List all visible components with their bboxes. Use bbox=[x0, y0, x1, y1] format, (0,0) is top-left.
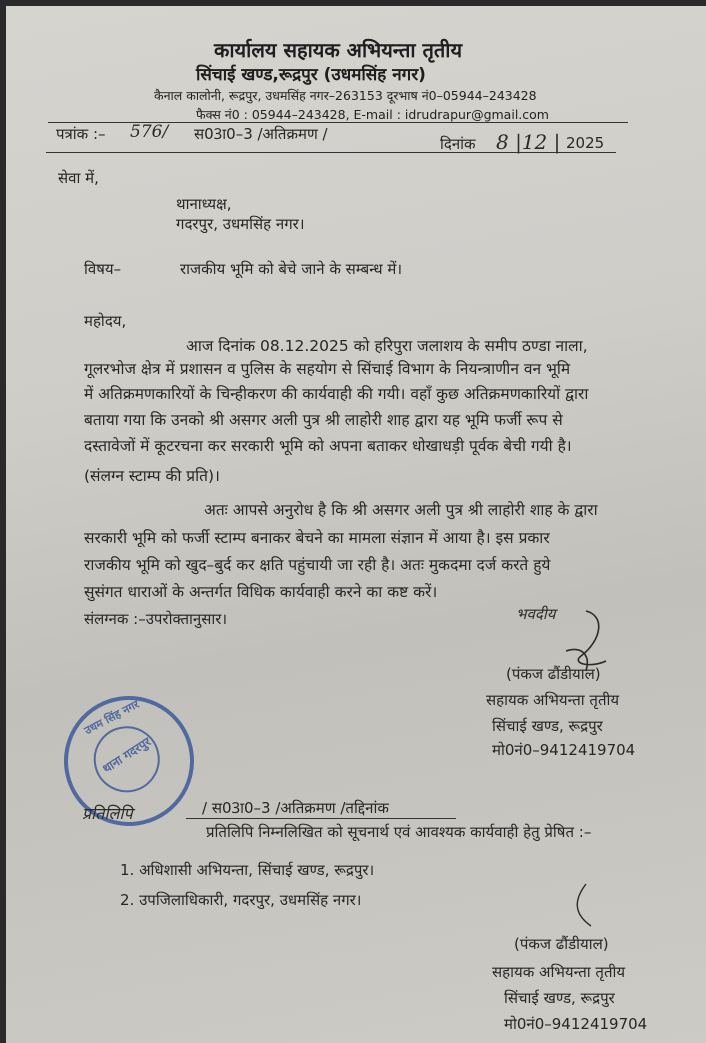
para1-line: गूलरभोज क्षेत्र में प्रशासन व पुलिस के सहयोग से सिंचाई विभाग के नियन्त्राणीन वन भूमि bbox=[84, 360, 571, 378]
division-title: सिंचाई खण्ड,रूद्रपुर (उधमसिंह नगर) bbox=[196, 65, 426, 85]
para2-line: राजकीय भूमि को खुद–बुर्द कर क्षति पहुंचायी जा रही है। अतः मुकदमा दर्ज करते हुये bbox=[84, 556, 551, 574]
letter-page bbox=[6, 6, 706, 1043]
signer2-mobile: मो0नं0–9412419704 bbox=[504, 1015, 648, 1033]
ref-number: 576/ bbox=[130, 122, 169, 142]
recipient: थानाध्यक्ष, bbox=[176, 195, 232, 213]
ref-label: पत्रांक :– bbox=[56, 125, 106, 143]
signer-mobile: मो0नं0–9412419704 bbox=[492, 741, 636, 759]
copy-underline bbox=[186, 818, 456, 819]
copy-item: 1. अधिशासी अभियन्ता, सिंचाई खण्ड, रूद्रपुर। bbox=[120, 861, 375, 879]
address-line: कैनाल कालोनी, रूद्रपुर, उधमसिंह नगर–263153 दूरभाष नं0–05944–243428 bbox=[154, 88, 537, 103]
signature-scribble-2 bbox=[566, 882, 606, 936]
signature-mark bbox=[566, 882, 606, 932]
signer-office: सिंचाई खण्ड, रूद्रपुर bbox=[492, 717, 603, 735]
para1-line: आज दिनांक 08.12.2025 को हरिपुरा जलाशय के समीप ठण्डा नाला, bbox=[186, 337, 588, 355]
date-label: दिनांक bbox=[440, 135, 476, 153]
signer-name: (पंकज ढौंडीयाल) bbox=[506, 665, 601, 683]
para2-line: सरकारी भूमि को फर्जी स्टाम्प बनाकर बेचने का मामला संज्ञान में आया है। इस प्रकार bbox=[84, 529, 550, 547]
signer-designation: सहायक अभियन्ता तृतीय bbox=[486, 691, 620, 709]
stamp-center-text: थाना गदरपुर bbox=[99, 734, 154, 776]
para1-line: में अतिक्रमणकारियों के चिन्हीकरण की कार्यवाही की गयी। वहाँ कुछ अतिक्रमणकारियों द्वारा bbox=[84, 385, 589, 403]
ref-divider bbox=[46, 152, 616, 153]
para1-line: बताया गया कि उनको श्री असगर अली पुत्र श्री लाहोरी शाह द्वारा यह भूमि फर्जी रूप से bbox=[84, 411, 563, 429]
signer2-designation: सहायक अभियन्ता तृतीय bbox=[492, 963, 626, 981]
fax-email-line: फैक्स नं0 : 05944–243428, E-mail : idrudrapur@gmail.com bbox=[196, 107, 549, 122]
copy-prefix: प्रतिलिपि bbox=[82, 804, 133, 823]
seva-me: सेवा में, bbox=[58, 169, 99, 187]
para1-line: (संलग्न स्टाम्प की प्रति)। bbox=[84, 467, 220, 485]
stamp-ring-text: उधम सिंह नगर bbox=[82, 697, 142, 738]
copy-file: / स03ा0–3 /अतिक्रमण /तद्दिनांक bbox=[202, 799, 389, 817]
signer2-office: सिंचाई खण्ड, रूद्रपुर bbox=[504, 989, 615, 1007]
subject-text: राजकीय भूमि को बेचे जाने के सम्बन्ध में। bbox=[180, 260, 403, 278]
date-handwritten: 8 |12 | bbox=[496, 130, 561, 154]
salutation: महोदय, bbox=[84, 312, 127, 330]
para2-line: अतः आपसे अनुरोध है कि श्री असगर अली पुत्र श्री लाहोरी शाह के द्वारा bbox=[204, 501, 598, 519]
enclosure: संलग्नक :–उपरोक्तानुसार। bbox=[84, 610, 228, 628]
para2-line: सुसंगत धाराओं के अन्तर्गत विधिक कार्यवाही करने का कष्ट करें। bbox=[84, 583, 438, 601]
date-year: 2025 bbox=[566, 134, 605, 152]
copy-item: 2. उपजिलाधिकारी, गदरपुर, उधमसिंह नगर। bbox=[120, 891, 362, 909]
ref-file: स03ा0–3 /अतिक्रमण / bbox=[194, 125, 328, 143]
recipient-place: गदरपुर, उधमसिंह नगर। bbox=[176, 215, 305, 233]
office-title: कार्यालय सहायक अभियन्ता तृतीय bbox=[214, 38, 463, 62]
signer2-name: (पंकज ढौंडीयाल) bbox=[514, 935, 609, 953]
para1-line: दस्तावेजों में कूटरचना कर सरकारी भूमि को अपना बताकर धोखाधड़ी पूर्वक बेची गयी है। bbox=[84, 437, 572, 455]
subject-label: विषय– bbox=[84, 260, 122, 278]
closing: भवदीय bbox=[516, 605, 556, 623]
copy-instruction: प्रतिलिपि निम्नलिखित को सूचनार्थ एवं आवश्यक कार्यवाही हेतु प्रेषित :– bbox=[206, 823, 592, 841]
